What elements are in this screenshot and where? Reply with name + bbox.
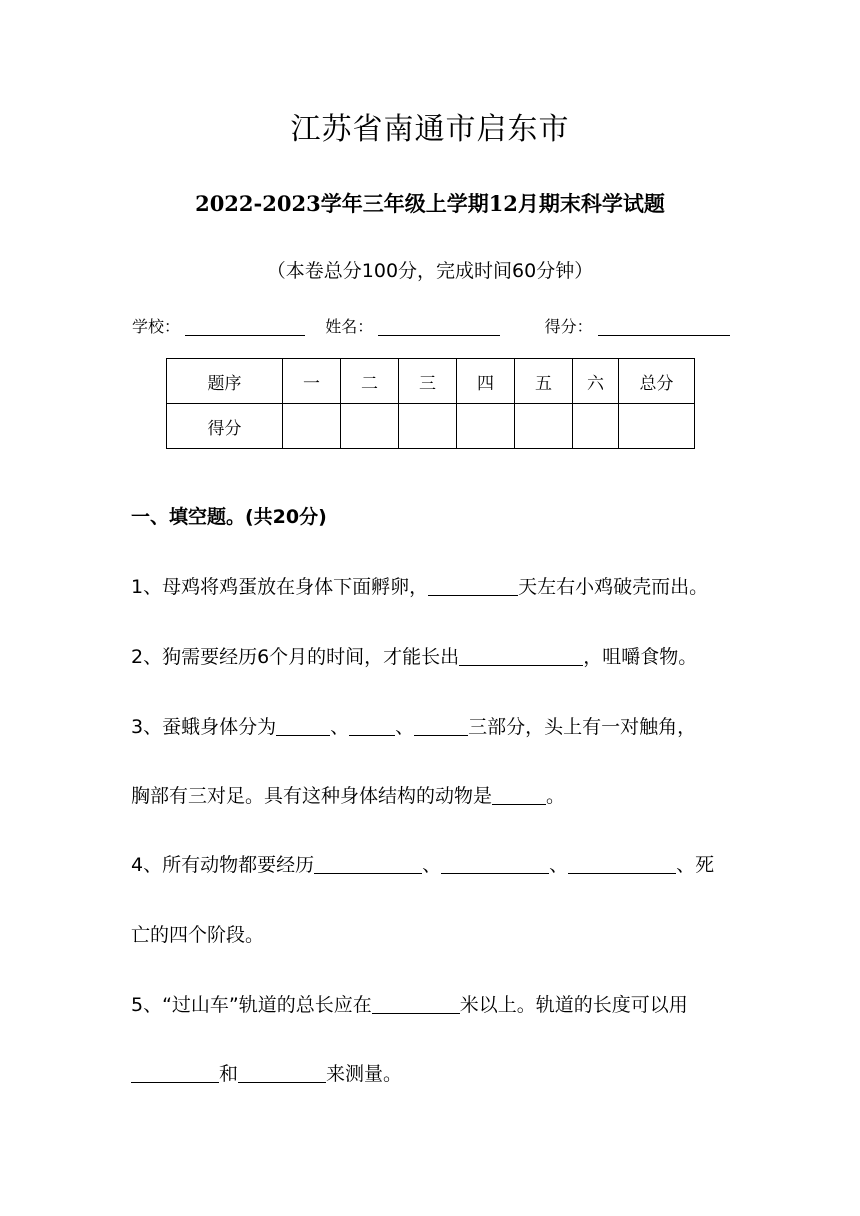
question-text: 4、所有动物都要经历 xyxy=(131,854,315,876)
name-field[interactable] xyxy=(378,321,500,336)
question-4 xyxy=(131,850,714,877)
school-field[interactable] xyxy=(185,321,305,336)
score-table xyxy=(166,358,695,449)
table-cell: 二 xyxy=(341,359,399,404)
separator: 、 xyxy=(330,716,350,738)
score-cell[interactable] xyxy=(283,404,341,449)
question-text: 3、蚕蛾身体分为 xyxy=(131,716,277,738)
score-cell[interactable] xyxy=(341,404,399,449)
question-text: 1、母鸡将鸡蛋放在身体下面孵卵， xyxy=(131,576,429,598)
score-cell[interactable] xyxy=(515,404,573,449)
question-5-continued xyxy=(131,1059,402,1086)
answer-blank[interactable] xyxy=(349,717,395,736)
question-text: 5、“过山车”轨道的总长应在 xyxy=(131,994,372,1016)
question-text: ，咀嚼食物。 xyxy=(583,646,698,668)
question-3-continued xyxy=(131,781,565,808)
score-cell[interactable] xyxy=(457,404,515,449)
answer-blank[interactable] xyxy=(276,717,330,736)
table-row xyxy=(167,404,695,449)
page-title: 江苏省南通市启东市 xyxy=(290,112,570,147)
table-cell: 一 xyxy=(283,359,341,404)
separator: 、 xyxy=(395,716,415,738)
score-field[interactable] xyxy=(598,321,730,336)
answer-blank[interactable] xyxy=(568,855,676,874)
name-label: 姓名： xyxy=(325,317,374,336)
table-cell: 总分 xyxy=(619,359,695,404)
student-info-row xyxy=(132,314,730,337)
question-text: 米以上。轨道的长度可以用 xyxy=(459,994,688,1016)
question-text: 2、狗需要经历6个月的时间，才能长出 xyxy=(131,646,460,668)
question-5 xyxy=(131,990,688,1017)
table-cell: 五 xyxy=(515,359,573,404)
question-text: 三部分，头上有一对触角， xyxy=(468,716,697,738)
answer-blank[interactable] xyxy=(238,1064,326,1083)
exam-note: （本卷总分100分，完成时间60分钟） xyxy=(266,260,594,282)
table-cell: 题序 xyxy=(167,359,283,404)
question-3 xyxy=(131,712,696,739)
question-text: 来测量。 xyxy=(326,1063,403,1085)
question-text: 和 xyxy=(219,1063,239,1085)
answer-blank[interactable] xyxy=(441,855,549,874)
question-4-continued xyxy=(131,920,264,947)
question-text: 、死 xyxy=(676,854,715,876)
answer-blank[interactable] xyxy=(459,647,583,666)
score-cell[interactable] xyxy=(399,404,457,449)
answer-blank[interactable] xyxy=(414,717,468,736)
answer-blank[interactable] xyxy=(372,995,460,1014)
table-row xyxy=(167,359,695,404)
section-heading: 一、填空题。(共20分) xyxy=(131,506,327,528)
table-cell: 六 xyxy=(573,359,619,404)
question-text: 胸部有三对足。具有这种身体结构的动物是 xyxy=(131,785,493,807)
separator: 、 xyxy=(549,854,569,876)
table-cell: 三 xyxy=(399,359,457,404)
school-label: 学校： xyxy=(132,317,181,336)
score-cell[interactable] xyxy=(619,404,695,449)
answer-blank[interactable] xyxy=(314,855,422,874)
question-2 xyxy=(131,642,697,669)
question-text: 亡的四个阶段。 xyxy=(131,924,265,946)
answer-blank[interactable] xyxy=(428,577,518,596)
score-cell[interactable] xyxy=(573,404,619,449)
question-text: 天左右小鸡破壳而出。 xyxy=(518,576,709,598)
exam-subtitle: 2022-2023学年三年级上学期12月期末科学试题 xyxy=(195,191,665,216)
separator: 、 xyxy=(422,854,442,876)
answer-blank[interactable] xyxy=(131,1064,219,1083)
score-label: 得分： xyxy=(544,317,593,336)
question-1 xyxy=(131,572,708,599)
table-cell: 得分 xyxy=(167,404,283,449)
question-text: 。 xyxy=(546,785,566,807)
table-cell: 四 xyxy=(457,359,515,404)
answer-blank[interactable] xyxy=(492,786,546,805)
